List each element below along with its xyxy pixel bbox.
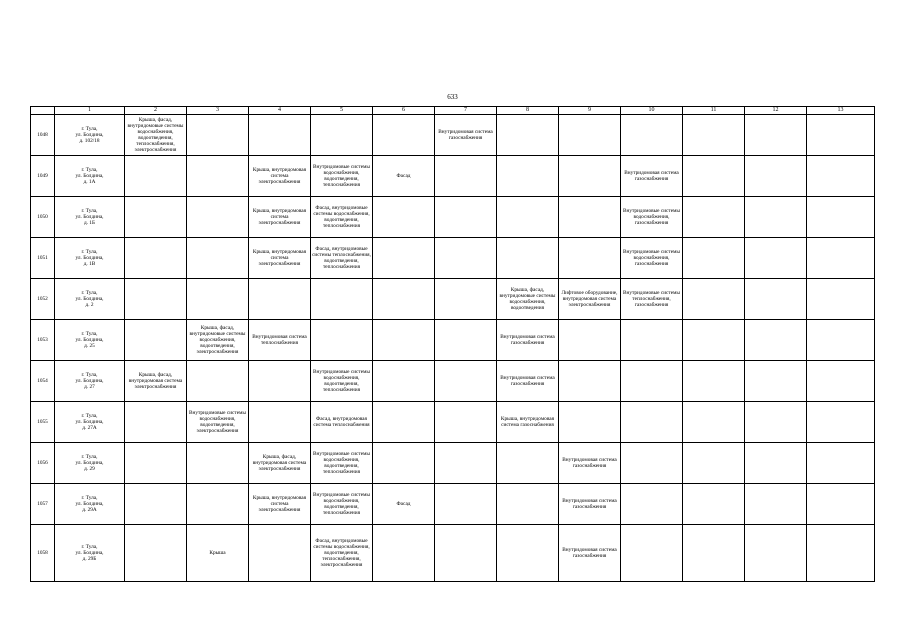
work-cell [497, 238, 559, 279]
work-cell [249, 402, 311, 443]
work-cell: Внутридомовая система газоснабжения [559, 484, 621, 525]
row-number-cell: 1058 [31, 525, 55, 582]
work-cell [497, 443, 559, 484]
work-cell: Фасад, внутридомовые системы теплоснабжения, водоотведения, теплоснабжения [311, 238, 373, 279]
work-cell: Внутридомовые системы водоснабжения, водоотведения, теплоснабжения [311, 443, 373, 484]
work-cell [683, 238, 745, 279]
work-cell [807, 443, 875, 484]
row-number-cell: 1049 [31, 156, 55, 197]
column-header: 9 [559, 107, 621, 115]
work-cell: Внутридомовая система газоснабжения [497, 361, 559, 402]
work-cell: Фасад, внутридомовые системы водоснабжения, водоотведения, теплоснабжения, электроснабжения [311, 525, 373, 582]
column-header: 7 [435, 107, 497, 115]
work-cell [745, 320, 807, 361]
work-cell [187, 443, 249, 484]
work-cell [559, 402, 621, 443]
work-cell: Крыша, внутридомовая система газоснабжения [497, 402, 559, 443]
work-cell [807, 279, 875, 320]
column-header: 4 [249, 107, 311, 115]
work-cell [125, 197, 187, 238]
work-cell [807, 484, 875, 525]
work-cell [807, 525, 875, 582]
column-header: 5 [311, 107, 373, 115]
work-cell [683, 484, 745, 525]
work-cell: Крыша, внутридомовая система электроснабжения [249, 156, 311, 197]
work-cell [373, 361, 435, 402]
work-cell [497, 484, 559, 525]
work-cell [373, 115, 435, 156]
column-header: 1 [55, 107, 125, 115]
work-cell [621, 402, 683, 443]
work-cell [807, 238, 875, 279]
table-row [31, 197, 875, 238]
work-cell [435, 279, 497, 320]
work-cell [683, 197, 745, 238]
work-cell [311, 279, 373, 320]
work-cell [125, 484, 187, 525]
row-number-cell: 1050 [31, 197, 55, 238]
work-cell [683, 115, 745, 156]
work-cell [125, 279, 187, 320]
column-header: 8 [497, 107, 559, 115]
work-cell [745, 115, 807, 156]
work-cell: Внутридомовая система газоснабжения [621, 156, 683, 197]
row-number-cell: 1056 [31, 443, 55, 484]
work-cell [683, 443, 745, 484]
address-cell: г. Тула, ул. Болдина, д. 102/18 [55, 115, 125, 156]
work-cell [683, 402, 745, 443]
page-number: 633 [447, 93, 458, 101]
work-cell [559, 115, 621, 156]
work-cell [807, 197, 875, 238]
row-number-header [31, 107, 55, 115]
table-row [31, 525, 875, 582]
work-cell [311, 115, 373, 156]
work-cell [559, 361, 621, 402]
work-cell [249, 115, 311, 156]
work-cell: Фасад [373, 156, 435, 197]
table-row [31, 156, 875, 197]
work-cell [373, 279, 435, 320]
work-cell [745, 484, 807, 525]
work-cell: Крыша, внутридомовая система электроснабжения [249, 238, 311, 279]
work-cell: Внутридомовая система газоснабжения [435, 115, 497, 156]
work-cell [621, 361, 683, 402]
work-cell [807, 361, 875, 402]
work-cell: Фасад, внутридомовые системы водоснабжения, водоотведения, теплоснабжения [311, 197, 373, 238]
work-cell [621, 484, 683, 525]
work-cell: Внутридомовые системы водоснабжения, газоснабжения [621, 238, 683, 279]
work-cell [745, 238, 807, 279]
row-number-cell: 1054 [31, 361, 55, 402]
table-row [31, 402, 875, 443]
work-cell [745, 279, 807, 320]
work-cell: Крыша, фасад, внутридомовые системы водоснабжения, водоотведения, теплоснабжения, электроснабжения [125, 115, 187, 156]
work-cell [187, 197, 249, 238]
table-row [31, 361, 875, 402]
work-cell: Крыша, фасад, внутридомовая система электроснабжения [249, 443, 311, 484]
work-cell [187, 279, 249, 320]
work-cell [745, 443, 807, 484]
work-cell: Лифтовое оборудование, внутридомовая система электроснабжения [559, 279, 621, 320]
address-cell: г. Тула, ул. Болдина, д. 1В [55, 238, 125, 279]
work-cell: Крыша, фасад, внутридомовые системы водоснабжения, водоотведения, электроснабжения [187, 320, 249, 361]
work-cell [187, 238, 249, 279]
work-cell [683, 156, 745, 197]
work-cell [373, 525, 435, 582]
work-cell: Крыша [187, 525, 249, 582]
work-cell [559, 156, 621, 197]
work-cell: Внутридомовые системы теплоснабжения, газоснабжения [621, 279, 683, 320]
column-header: 3 [187, 107, 249, 115]
work-cell [373, 443, 435, 484]
work-cell [435, 443, 497, 484]
work-cell: Внутридомовая система газоснабжения [559, 525, 621, 582]
row-number-cell: 1055 [31, 402, 55, 443]
work-cell [683, 279, 745, 320]
work-cell [125, 238, 187, 279]
repair-schedule-table [30, 106, 875, 582]
work-cell [435, 361, 497, 402]
work-cell: Крыша, фасад, внутридомовая система электроснабжения [125, 361, 187, 402]
work-cell: Крыша, внутридомовая система электроснабжения [249, 484, 311, 525]
work-cell [373, 402, 435, 443]
work-cell [435, 525, 497, 582]
work-cell: Внутридомовая система газоснабжения [559, 443, 621, 484]
work-cell: Внутридомовая система теплоснабжения [249, 320, 311, 361]
work-cell: Внутридомовая система газоснабжения [497, 320, 559, 361]
column-header: 12 [745, 107, 807, 115]
work-cell: Внутридомовые системы водоснабжения, водоотведения, электроснабжения [187, 402, 249, 443]
table-row [31, 279, 875, 320]
work-cell [125, 402, 187, 443]
column-header: 10 [621, 107, 683, 115]
work-cell: Внутридомовые системы водоснабжения, водоотведения, теплоснабжения [311, 361, 373, 402]
table-row [31, 484, 875, 525]
work-cell [187, 115, 249, 156]
column-header: 2 [125, 107, 187, 115]
work-cell [373, 320, 435, 361]
row-number-cell: 1048 [31, 115, 55, 156]
work-cell [125, 525, 187, 582]
address-cell: г. Тула, ул. Болдина, д. 27 [55, 361, 125, 402]
work-cell [373, 197, 435, 238]
work-cell [125, 443, 187, 484]
table-row [31, 320, 875, 361]
column-header: 13 [807, 107, 875, 115]
work-cell: Крыша, внутридомовая система электроснабжения [249, 197, 311, 238]
column-number-row [31, 107, 875, 115]
work-cell [683, 525, 745, 582]
row-number-cell: 1053 [31, 320, 55, 361]
work-cell [435, 484, 497, 525]
row-number-cell: 1057 [31, 484, 55, 525]
work-cell [125, 156, 187, 197]
work-cell [435, 320, 497, 361]
work-cell [249, 525, 311, 582]
work-cell [745, 361, 807, 402]
work-cell [559, 320, 621, 361]
work-cell [249, 361, 311, 402]
work-cell [745, 525, 807, 582]
work-cell [559, 197, 621, 238]
address-cell: г. Тула, ул. Болдина, д. 25 [55, 320, 125, 361]
table-row [31, 115, 875, 156]
work-cell: Фасад, внутридомовая система теплоснабжения [311, 402, 373, 443]
work-cell [621, 443, 683, 484]
work-cell [435, 402, 497, 443]
work-cell [497, 115, 559, 156]
work-cell [745, 402, 807, 443]
work-cell [559, 238, 621, 279]
address-cell: г. Тула, ул. Болдина, д. 27А [55, 402, 125, 443]
work-cell: Внутридомовые системы водоснабжения, водоотведения, теплоснабжения [311, 484, 373, 525]
address-cell: г. Тула, ул. Болдина, д. 2 [55, 279, 125, 320]
address-cell: г. Тула, ул. Болдина, д. 29Б [55, 525, 125, 582]
work-cell [435, 156, 497, 197]
work-cell: Внутридомовые системы водоснабжения, газоснабжения [621, 197, 683, 238]
address-cell: г. Тула, ул. Болдина, д. 1А [55, 156, 125, 197]
work-cell [745, 197, 807, 238]
work-cell [807, 156, 875, 197]
work-cell [745, 156, 807, 197]
work-cell [807, 115, 875, 156]
work-cell [187, 156, 249, 197]
work-cell [311, 320, 373, 361]
work-cell [125, 320, 187, 361]
address-cell: г. Тула, ул. Болдина, д. 1Б [55, 197, 125, 238]
work-cell [249, 279, 311, 320]
work-cell [621, 320, 683, 361]
work-cell [435, 238, 497, 279]
work-cell [683, 320, 745, 361]
column-header: 11 [683, 107, 745, 115]
work-cell: Крыша, фасад, внутридомовые системы водоснабжения, водоотведения [497, 279, 559, 320]
work-cell [435, 197, 497, 238]
work-cell [807, 402, 875, 443]
work-cell [621, 525, 683, 582]
row-number-cell: 1052 [31, 279, 55, 320]
address-cell: г. Тула, ул. Болдина, д. 29 [55, 443, 125, 484]
column-header: 6 [373, 107, 435, 115]
table-row [31, 238, 875, 279]
work-cell [621, 115, 683, 156]
work-cell [187, 361, 249, 402]
work-cell [373, 238, 435, 279]
work-cell: Фасад [373, 484, 435, 525]
table-body [31, 115, 875, 582]
table-row [31, 443, 875, 484]
row-number-cell: 1051 [31, 238, 55, 279]
work-cell: Внутридомовые системы водоснабжения, водоотведения, теплоснабжения [311, 156, 373, 197]
work-cell [497, 197, 559, 238]
work-cell [497, 156, 559, 197]
work-cell [497, 525, 559, 582]
work-cell [807, 320, 875, 361]
work-cell [187, 484, 249, 525]
address-cell: г. Тула, ул. Болдина, д. 29А [55, 484, 125, 525]
work-cell [683, 361, 745, 402]
